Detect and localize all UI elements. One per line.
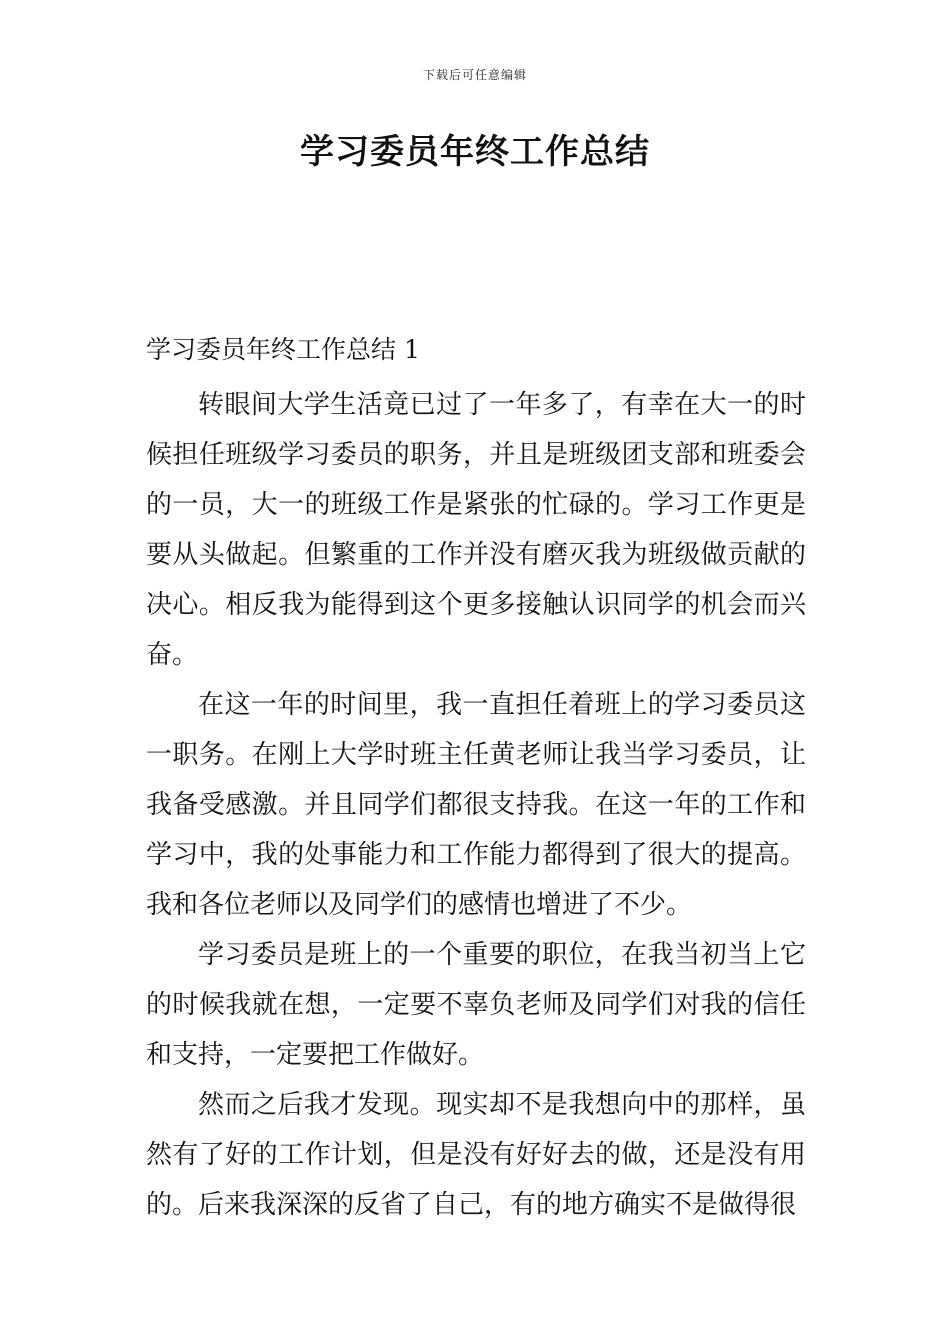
document-title: 学习委员年终工作总结 xyxy=(300,132,650,172)
paragraph: 在这一年的时间里，我一直担任着班上的学习委员这一职务。在刚上大学时班主任黄老师让我当学习委员，让我备受感激。并且同学们都很支持我。在这一年的工作和学习中，我的处事能力和工作能力都得到了很大的提高。我和各位老师以及同学们的感情也增进了不少。 xyxy=(146,690,806,920)
paragraph: 转眼间大学生活竟已过了一年多了，有幸在大一的时候担任班级学习委员的职务，并且是班级团支部和班委会的一员，大一的班级工作是紧张的忙碌的。学习工作更是要从头做起。但繁重的工作并没有磨灭我为班级做贡献的决心。相反我为能得到这个更多接触认识同学的机会而兴奋。 xyxy=(146,390,806,670)
paragraph: 然而之后我才发现。现实却不是我想向中的那样，虽然有了好的工作计划，但是没有好好去的做，还是没有用的。后来我深深的反省了自己，有的地方确实不是做得很 xyxy=(146,1090,806,1220)
document-body xyxy=(146,330,806,1230)
header-note: 下载后可任意编辑 xyxy=(422,68,527,82)
section-heading: 学习委员年终工作总结 1 xyxy=(146,335,420,364)
paragraph: 学习委员是班上的一个重要的职位，在我当初当上它的时候我就在想，一定要不辜负老师及同学们对我的信任和支持，一定要把工作做好。 xyxy=(146,940,806,1070)
